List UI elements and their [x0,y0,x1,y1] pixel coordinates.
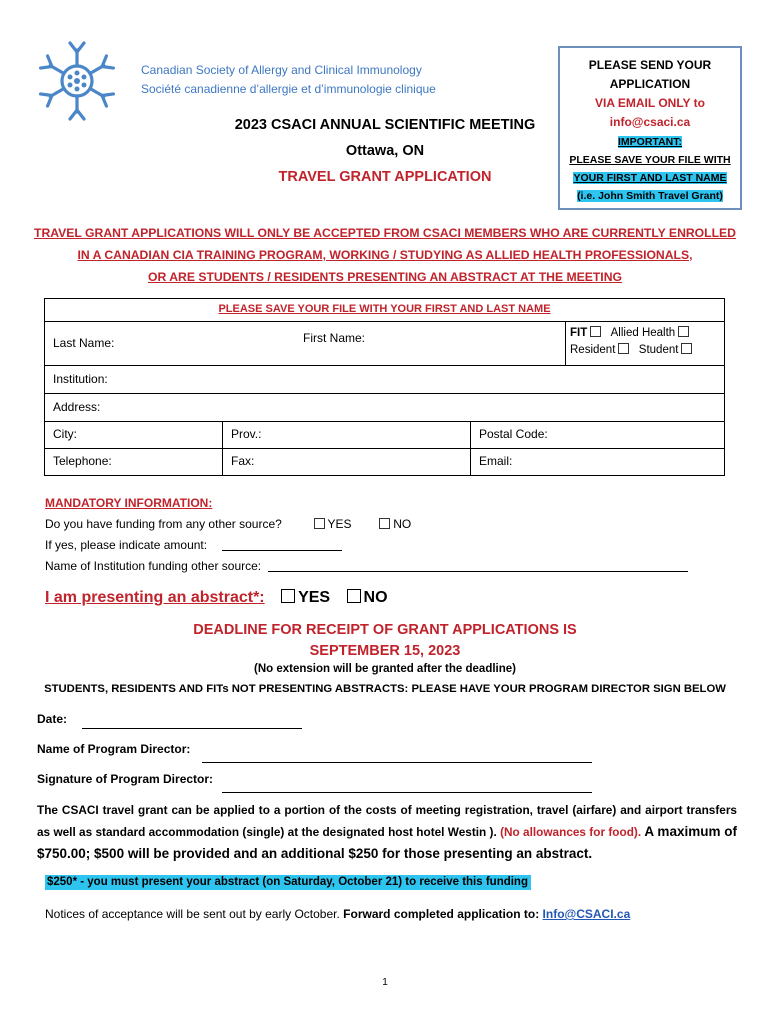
csaci-logo [34,38,120,124]
abstract-no-checkbox[interactable] [347,589,361,603]
notice-line1: PLEASE SEND YOUR [588,58,712,72]
funding-no-label: NO [393,517,412,531]
telephone-field[interactable]: Telephone: [53,454,112,468]
notice-email[interactable]: info@csaci.ca [609,115,691,129]
notice-important: IMPORTANT: [618,136,682,148]
name-row [45,321,724,365]
organization-name [141,61,436,99]
submission-notice-box [558,46,742,210]
resident-label: Resident [570,344,616,356]
terms-maximum: A maximum of $750.00; $500 will be provided and an additional $250 for those presenting an abstract. [37,824,737,861]
amount-row [45,535,688,556]
city-row [45,421,724,448]
org-name-fr: Société canadienne d’allergie et d’immunologie clinique [141,82,436,96]
form-save-note: PLEASE SAVE YOUR FILE WITH YOUR FIRST AND LAST NAME [218,303,551,315]
amount-line[interactable] [222,550,342,551]
email-field[interactable]: Email: [470,449,724,475]
form-title: TRAVEL GRANT APPLICATION [278,169,492,185]
resident-checkbox[interactable] [618,343,629,354]
fax-field[interactable]: Fax: [222,449,470,475]
first-name-field[interactable]: First Name: [303,331,366,345]
director-name-row [37,742,592,763]
terms-no-food: (No allowances for food). [500,825,642,839]
allied-health-checkbox[interactable] [678,326,689,337]
date-label: Date: [37,712,68,726]
notice-example: (i.e. John Smith Travel Grant) [577,190,723,202]
notice-save-line1: PLEASE SAVE YOUR FILE WITH [569,154,731,166]
funding-yes-checkbox[interactable] [314,518,325,529]
terms-text: The CSACI travel grant can be applied to a portion of the costs of meeting registration, travel (airfare) and airport transfers as well as standard accommodation (single) at the designated host hotel Westin ). [37,803,737,839]
director-name-line[interactable] [202,762,592,763]
notices-text: Notices of acceptance will be sent out by early October. [45,907,340,921]
forward-text: Forward completed application to: [343,907,540,921]
funding-question: Do you have funding from any other source? [45,517,282,531]
student-checkbox[interactable] [681,343,692,354]
deadline-line1: DEADLINE FOR RECEIPT OF GRANT APPLICATIONS IS [193,622,577,638]
institution-field[interactable]: Institution: [53,372,108,386]
abstract-yes-label: YES [298,589,331,606]
director-signature-label: Signature of Program Director: [37,772,214,786]
city-field[interactable]: City: [53,427,77,441]
institution-row [45,365,724,393]
date-row [37,712,302,729]
date-line[interactable] [82,728,302,729]
grant-terms-paragraph [37,800,737,865]
director-signature-row [37,772,592,793]
notice-save-line2: YOUR FIRST AND LAST NAME [573,172,727,184]
fit-label: FIT [570,327,588,339]
notice-line3: VIA EMAIL ONLY to [594,96,705,110]
eligibility-line2: IN A CANADIAN CIA TRAINING PROGRAM, WORKING / STUDYING AS ALLIED HEALTH PROFESSIONALS, [77,248,693,262]
postal-code-field[interactable]: Postal Code: [470,422,724,448]
notices-row [45,907,630,921]
notice-line2: APPLICATION [609,77,691,91]
page-number: 1 [382,977,388,988]
funding-yes-label: YES [327,517,352,531]
director-signature-line[interactable] [222,792,592,793]
institution-source-line[interactable] [268,571,688,572]
eligibility-statement [20,222,750,288]
students-director-note: STUDENTS, RESIDENTS AND FITs NOT PRESENTING ABSTRACTS: PLEASE HAVE YOUR PROGRAM DIRECTOR SIGN BELOW [44,683,726,695]
amount-label: If yes, please indicate amount: [45,538,208,552]
last-name-field[interactable]: Last Name: [53,336,115,350]
director-name-label: Name of Program Director: [37,742,191,756]
abstract-question-row [45,589,388,607]
deadline-date: SEPTEMBER 15, 2023 [309,643,461,659]
address-row [45,393,724,421]
org-name-en: Canadian Society of Allergy and Clinical Immunology [141,63,422,77]
meeting-location: Ottawa, ON [345,143,425,159]
abstract-no-label: NO [363,589,388,606]
forward-email-link[interactable]: Info@CSACI.ca [542,907,631,921]
allied-health-label: Allied Health [610,327,676,339]
eligibility-line3: OR ARE STUDENTS / RESIDENTS PRESENTING AN ABSTRACT AT THE MEETING [148,270,622,284]
funding-question-row [45,514,688,535]
abstract-yes-checkbox[interactable] [281,589,295,603]
student-label: Student [638,344,679,356]
no-extension-note: (No extension will be granted after the deadline) [254,663,516,675]
mandatory-section [45,493,688,577]
category-checkboxes [565,322,724,365]
deadline-heading [0,620,770,662]
funding-no-checkbox[interactable] [379,518,390,529]
abstract-funding-note: $250* - you must present your abstract (on Saturday, October 21) to receive this funding [45,875,531,890]
phone-row [45,448,724,475]
address-field[interactable]: Address: [53,400,101,414]
meeting-title: 2023 CSACI ANNUAL SCIENTIFIC MEETING [234,117,536,133]
eligibility-line1: TRAVEL GRANT APPLICATIONS WILL ONLY BE ACCEPTED FROM CSACI MEMBERS WHO ARE CURRENTLY ENROLLED [34,226,736,240]
province-field[interactable]: Prov.: [222,422,470,448]
mandatory-heading: MANDATORY INFORMATION: [45,496,213,510]
title-block [200,112,570,190]
applicant-form [44,298,725,476]
abstract-question: I am presenting an abstract*: [45,589,265,606]
institution-source-row [45,556,688,577]
institution-source-label: Name of Institution funding other source: [45,559,262,573]
fit-checkbox[interactable] [590,326,601,337]
